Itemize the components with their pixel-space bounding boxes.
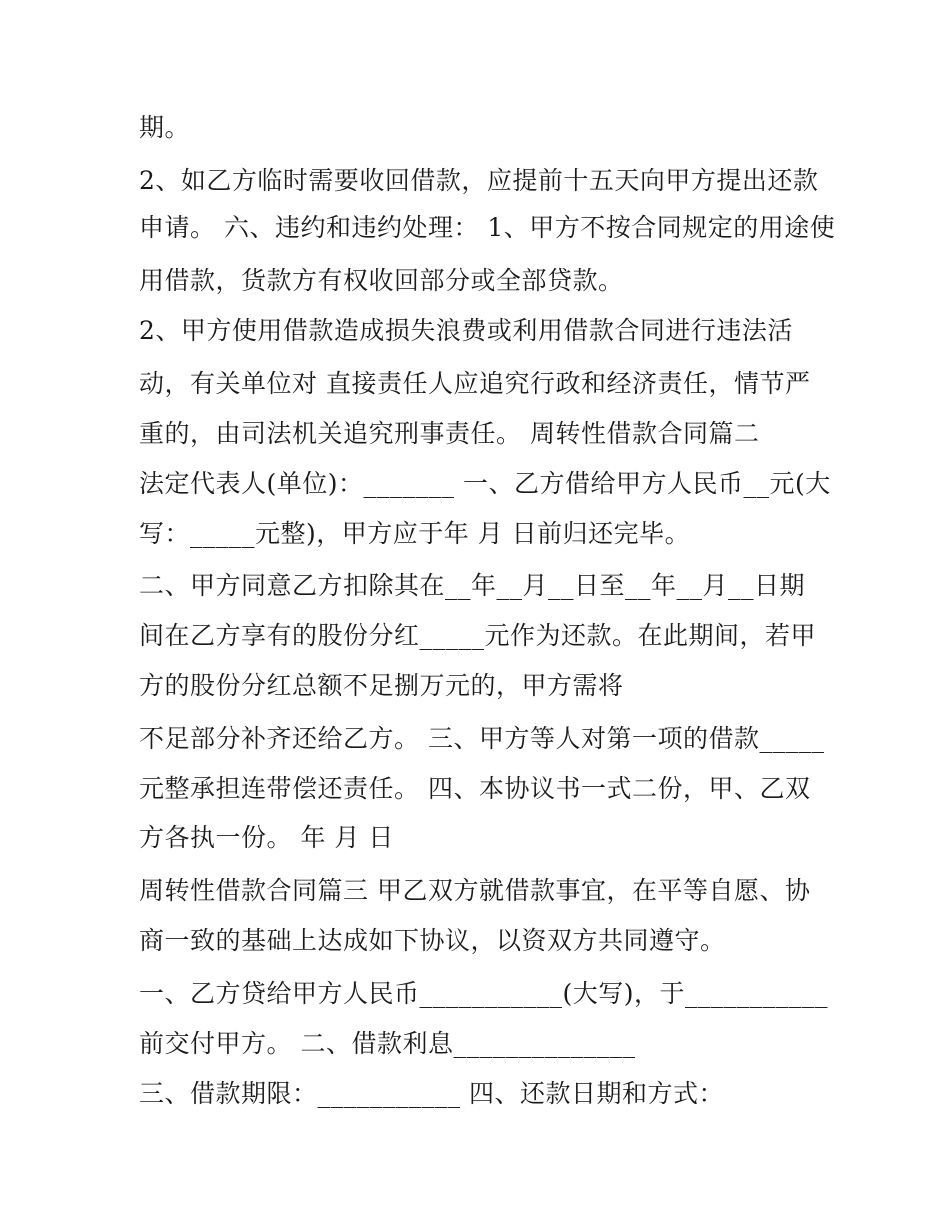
text-line: 前交付甲方。 二、借款利息______________ xyxy=(139,1029,636,1058)
text-line: 写：_____元整)，甲方应于年 月 日前归还完毕。 xyxy=(139,519,691,548)
text-line: 元整承担连带偿还责任。 四、本协议书一式二份，甲、乙双 xyxy=(139,774,811,803)
text-line: 动，有关单位对 直接责任人应追究行政和经济责任，情节严 xyxy=(139,369,811,398)
text-line: 方的股份分红总额不足捌万元的，甲方需将 xyxy=(139,671,624,700)
text-line: 2、甲方使用借款造成损失浪费或利用借款合同进行违法活 xyxy=(139,316,793,345)
text-line: 间在乙方享有的股份分红_____元作为还款。在此期间，若甲 xyxy=(139,621,817,650)
text-line: 三、借款期限：___________ 四、还款日期和方式： xyxy=(139,1079,724,1108)
text-line: 法定代表人(单位)：_______ 一、乙方借给甲方人民币__元(大 xyxy=(139,469,831,498)
text-line: 周转性借款合同篇三 甲乙双方就借款事宜，在平等自愿、协 xyxy=(139,876,811,905)
text-line: 商一致的基础上达成如下协议，以资双方共同遵守。 xyxy=(139,926,726,955)
text-line: 用借款，货款方有权收回部分或全部贷款。 xyxy=(139,266,624,295)
text-line: 重的，由司法机关追究刑事责任。 周转性借款合同篇二 xyxy=(139,419,760,448)
text-line: 不足部分补齐还给乙方。 三、甲方等人对第一项的借款_____ xyxy=(139,724,825,753)
text-line: 二、甲方同意乙方扣除其在__年__月__日至__年__月__日期 xyxy=(139,571,806,600)
text-line: 期。 xyxy=(139,113,191,142)
text-line: 2、如乙方临时需要收回借款，应提前十五天向甲方提出还款 xyxy=(139,166,819,195)
text-line: 一、乙方贷给甲方人民币___________(大写)，于___________ xyxy=(139,979,829,1008)
text-line: 方各执一份。 年 月 日 xyxy=(139,823,394,852)
text-line: 申请。 六、违约和违约处理： 1、甲方不按合同规定的用途使 xyxy=(139,213,836,242)
